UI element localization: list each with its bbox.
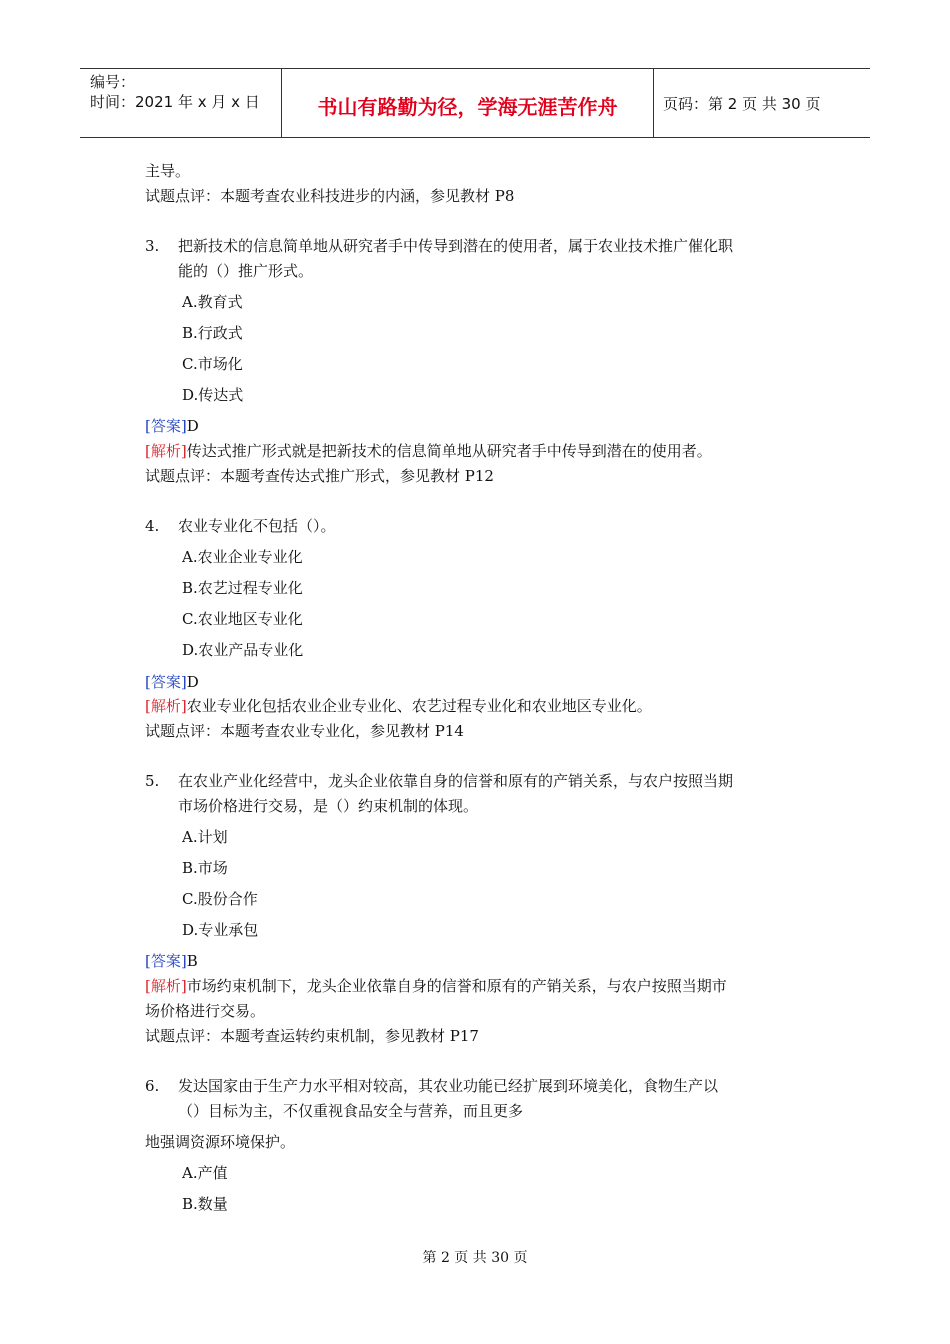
time-label: 时间：2021 年 x 月 x 日 <box>90 93 260 111</box>
question-stem: 在农业产业化经营中，龙头企业依靠自身的信誉和原有的产销关系，与农户按照当期 <box>178 772 734 790</box>
analysis-text-continued: 场价格进行交易。 <box>145 1002 266 1020</box>
question-stem: 发达国家由于生产力水平相对较高，其农业功能已经扩展到环境美化，食物生产以 <box>178 1077 719 1095</box>
question-number: 4. <box>145 517 160 535</box>
option: A.计划 <box>182 828 228 846</box>
question-stem: 地强调资源环境保护。 <box>145 1133 296 1151</box>
option: B.农艺过程专业化 <box>182 579 303 597</box>
option: C.股份合作 <box>182 890 258 908</box>
page-footer: 第 2 页 共 30 页 <box>422 1250 528 1266</box>
option: A.教育式 <box>182 293 243 311</box>
option: C.市场化 <box>182 355 243 373</box>
answer-line <box>145 416 199 436</box>
analysis-text: 农业专业化包括农业企业专业化、农艺过程专业化和农业地区专业化。 <box>186 697 652 715</box>
serial-label: 编号： <box>90 73 136 91</box>
question-number: 6. <box>145 1077 160 1095</box>
analysis-text: 传达式推广形式就是把新技术的信息简单地从研究者手中传导到潜在的使用者。 <box>186 442 712 460</box>
question-stem: 市场价格进行交易，是（）约束机制的体现。 <box>178 797 479 815</box>
option: B.数量 <box>182 1195 228 1213</box>
question-comment: 试题点评：本题考查农业专业化，参见教材 P14 <box>145 722 464 740</box>
answer-value: B <box>186 952 198 970</box>
page-info: 页码：第 2 页 共 30 页 <box>663 95 821 113</box>
answer-tag: [答案] <box>145 673 187 691</box>
header-right-cell <box>653 69 870 137</box>
question-number: 5. <box>145 772 160 790</box>
answer-line <box>145 672 199 692</box>
question-stem: 农业专业化不包括（）。 <box>178 517 336 535</box>
analysis-line <box>145 696 652 716</box>
answer-line <box>145 951 198 971</box>
question-stem: 能的（）推广形式。 <box>178 262 314 280</box>
header-left-cell <box>80 69 281 137</box>
analysis-tag: [解析] <box>145 977 187 995</box>
option: D.传达式 <box>182 386 244 404</box>
option: B.行政式 <box>182 324 243 342</box>
page-header <box>80 68 870 138</box>
answer-value: D <box>186 673 199 691</box>
option: D.专业承包 <box>182 921 259 939</box>
option: A.产值 <box>182 1164 228 1182</box>
question-comment: 试题点评：本题考查运转约束机制，参见教材 P17 <box>145 1027 479 1045</box>
motto: 书山有路勤为径，学海无涯苦作舟 <box>317 95 618 119</box>
option: A.农业企业专业化 <box>182 548 303 566</box>
analysis-text: 市场约束机制下，龙头企业依靠自身的信誉和原有的产销关系，与农户按照当期市 <box>186 977 727 995</box>
answer-tag: [答案] <box>145 417 187 435</box>
analysis-tag: [解析] <box>145 442 187 460</box>
analysis-line <box>145 441 712 461</box>
analysis-line <box>145 976 727 996</box>
intro-comment: 试题点评：本题考查农业科技进步的内涵，参见教材 P8 <box>145 187 515 205</box>
answer-tag: [答案] <box>145 952 187 970</box>
option: D.农业产品专业化 <box>182 641 304 659</box>
question-comment: 试题点评：本题考查传达式推广形式，参见教材 P12 <box>145 467 494 485</box>
option: B.市场 <box>182 859 228 877</box>
question-stem: 把新技术的信息简单地从研究者手中传导到潜在的使用者，属于农业技术推广催化职 <box>178 237 734 255</box>
intro-line: 主导。 <box>145 162 191 180</box>
header-motto-cell <box>281 69 654 137</box>
answer-value: D <box>186 417 199 435</box>
question-number: 3. <box>145 237 160 255</box>
analysis-tag: [解析] <box>145 697 187 715</box>
question-stem: （）目标为主，不仅重视食品安全与营养，而且更多 <box>178 1102 524 1120</box>
option: C.农业地区专业化 <box>182 610 303 628</box>
